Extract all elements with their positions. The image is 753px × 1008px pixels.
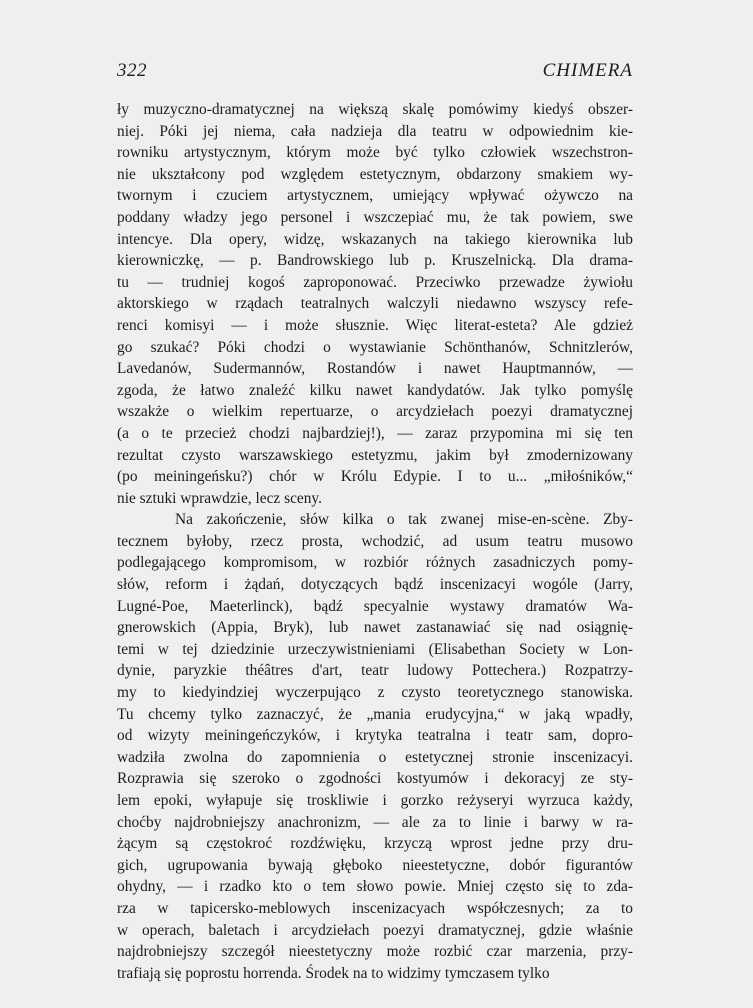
text-line: (po meiningeńsku?) chór w Królu Edypie. I to u... „miłośników,“ bbox=[117, 468, 633, 486]
text-line: lem epoki, wyłapuje się troskliwie i gorzko reżyseryi wyrzuca każdy, bbox=[117, 792, 633, 809]
body-text bbox=[117, 99, 633, 984]
text-line: Rozprawia się szeroko o zgodności kostyumów i dekoracyj ze sty- bbox=[117, 770, 633, 788]
text-line: twornym i czuciem artystycznem, umiejący wpływać ożywczo na bbox=[117, 187, 633, 205]
text-line: nie ukształcony pod względem estetycznym, obdarzony smakiem wy- bbox=[117, 165, 633, 183]
text-line: wszakże o wielkim repertuarze, o arcydziełach poezyi dramatycznej bbox=[117, 403, 633, 421]
text-line: rowniku artystycznym, którym może być tylko człowiek wszechstron- bbox=[117, 144, 633, 162]
text-line: gnerowskich (Appia, Bryk), lub nawet zastanawiać się nad osiągnię- bbox=[117, 619, 633, 637]
text-line: go szukać? Póki chodzi o wystawianie Schönthanów, Schnitzlerów, bbox=[117, 338, 633, 356]
text-line: temi w tej dziedzinie urzeczywistnieniami (Elisabethan Society w Lon- bbox=[117, 640, 633, 658]
text-line: podlegającego kompromisom, w rozbiór różnych zasadniczych pomy- bbox=[117, 554, 633, 572]
text-line: gich, ugrupowania bywają głęboko nieestetyczne, dobór figurantów bbox=[117, 856, 633, 874]
text-line: poddany władzy jego personel i wszczepiać mu, że tak powiem, swe bbox=[117, 208, 633, 226]
text-line: my to kiedyindziej wyczerpująco z czysto teoretycznego stanowiska. bbox=[117, 684, 633, 702]
text-line: żącym są częstokroć rozdźwięku, krzyczą wprost jedne przy dru- bbox=[117, 835, 633, 853]
text-line: (a o te przecież chodzi najbardziej!), — zaraz przypomina mi się ten bbox=[117, 424, 633, 442]
text-line: ohydny, — i rzadko kto o tem słowo powie. Mniej często się to zda- bbox=[117, 878, 633, 896]
text-line: rezultat czysto warszawskiego estetyzmu, jakim był zmodernizowany bbox=[117, 446, 633, 464]
text-line: wadziła zwolna do zapomnienia o estetycznej stronie inscenizacyi. bbox=[117, 748, 633, 766]
text-line: Tu chcemy tylko zaznaczyć, że „mania erudycyjna,“ w jaką wpadły, bbox=[117, 705, 633, 723]
text-line: aktorskiego w rządach teatralnych walczyli niedawno wszyscy refe- bbox=[117, 295, 633, 313]
text-line: Lugné-Poe, Maeterlinck), bądź specyalnie wystawy dramatów Wa- bbox=[117, 597, 633, 615]
text-line: intencye. Dla opery, widzę, wskazanych na takiego kierownika lub bbox=[117, 230, 633, 248]
page-header bbox=[117, 60, 633, 86]
text-line: tu — trudniej kogoś zaproponować. Przeciwko przewadze żywiołu bbox=[117, 273, 633, 291]
text-line: dynie, paryzkie théâtres d'art, teatr ludowy Pottechera.) Rozpatrzy- bbox=[117, 662, 633, 680]
text-line: Lavedanów, Sudermannów, Rostandów i nawet Hauptmannów, — bbox=[117, 360, 633, 378]
text-line: choćby najdrobniejszy anachronizm, — ale za to linie i barwy w ra- bbox=[117, 813, 633, 831]
running-title: CHIMERA bbox=[542, 60, 633, 81]
text-line: słów, reform i żądań, dotyczących bądź inscenizacyi wogóle (Jarry, bbox=[117, 576, 633, 594]
text-line: rza w tapicersko-meblowych inscenizacyach współczesnych; za to bbox=[117, 899, 633, 917]
text-line: renci komisyi — i może słusznie. Więc literat-esteta? Ale gdzież bbox=[117, 316, 633, 334]
page-number: 322 bbox=[117, 60, 147, 81]
text-line: nie sztuki wprawdzie, lecz sceny. bbox=[117, 489, 322, 507]
text-line: Na zakończenie, słów kilka o tak zwanej mise-en-scène. Zby- bbox=[175, 511, 633, 529]
text-line: kierowniczkę, — p. Bandrowskiego lub p. Kruszelnicką. Dla drama- bbox=[117, 252, 633, 270]
text-line: niej. Póki jej niema, cała nadzieja dla teatru w odpowiednim kie- bbox=[117, 122, 633, 140]
text-line: zgoda, że łatwo znaleźć kilku nawet kandydatów. Jak tylko pomyślę bbox=[117, 381, 633, 399]
text-line: trafiają się poprostu horrenda. Środek na to widzimy tymczasem tylko bbox=[117, 964, 550, 982]
text-line: w operach, baletach i arcydziełach poezyi dramatycznej, gdzie właśnie bbox=[117, 921, 633, 939]
text-line: tecznem byłoby, rzecz prosta, wchodzić, ad usum teatru musowo bbox=[117, 532, 633, 550]
text-line: najdrobniejszy szczegół nieestetyczny może rozbić czar marzenia, przy- bbox=[117, 943, 633, 961]
text-line: od wizyty meiningeńczyków, i krytyka teatralna i teatr sam, dopro- bbox=[117, 727, 633, 745]
text-line: ły muzyczno-dramatycznej na większą skalę pomówimy kiedyś obszer- bbox=[117, 101, 633, 118]
